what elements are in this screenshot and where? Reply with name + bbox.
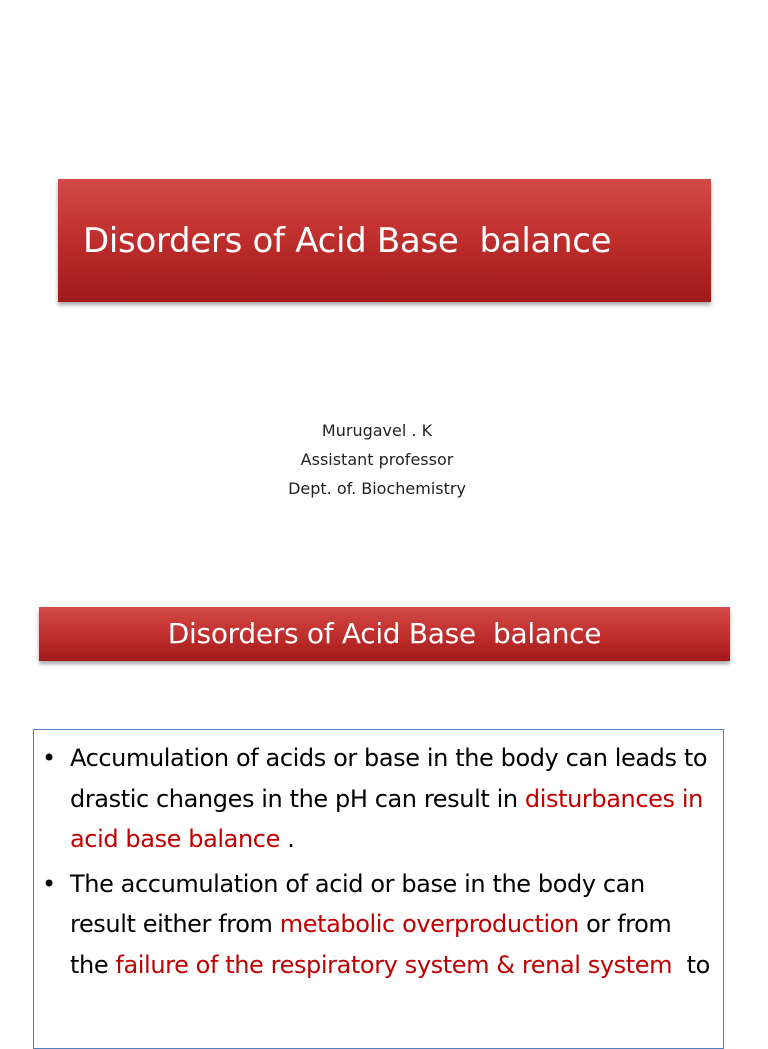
bullet-text: to — [672, 950, 710, 979]
highlighted-text: disturbances in acid base balance — [70, 784, 703, 853]
bullet-text: The accumulation of acid or base in the body can result either from — [70, 869, 645, 938]
bullet-list — [34, 738, 723, 989]
bullet-text: . — [279, 825, 295, 853]
content-box — [33, 729, 724, 1049]
bullet-text: Accumulation of acids or base in the body can leads to drastic changes in the pH can result in — [70, 744, 708, 813]
author-department: Dept. of. Biochemistry — [288, 479, 466, 498]
bullet-icon: • — [42, 869, 56, 898]
bullet-item — [34, 738, 723, 860]
highlighted-text: failure of the respiratory system & renal system — [115, 950, 673, 979]
bullet-text: or from the — [70, 910, 672, 979]
author-position: Assistant professor — [300, 450, 454, 469]
author-block — [0, 416, 754, 503]
bullet-icon: • — [42, 744, 56, 772]
title-banner — [58, 179, 711, 302]
author-name: Murugavel . K — [321, 421, 433, 440]
slide-title: Disorders of Acid Base balance — [83, 221, 612, 261]
section-title: Disorders of Acid Base balance — [167, 617, 602, 650]
bullet-item — [34, 864, 723, 986]
section-title-banner — [39, 607, 730, 661]
highlighted-text: metabolic overproduction — [279, 910, 579, 938]
